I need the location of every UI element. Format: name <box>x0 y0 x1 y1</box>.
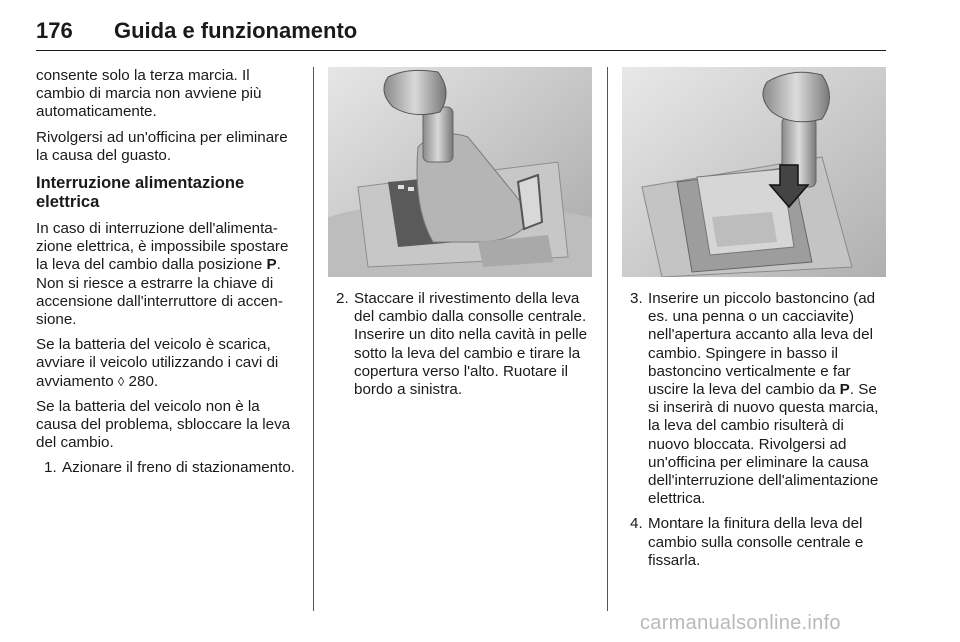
list-item-step-2: 2. Staccare il rivestimento della leva del cambio dalla consolle centrale. Inserire un dito nella cavità in pelle sotto la leva del cambio e tirare la copertura verso l'alto. Ruotare il bordo a sinistra. <box>336 290 588 399</box>
list-item-step-4: 4. Montare la finitura della leva del cambio sulla consolle centrale e fissarla. <box>630 515 864 569</box>
paragraph-workshop: Rivolgersi ad un'officina per eliminare la causa del guasto. <box>36 128 288 164</box>
page-header <box>36 18 886 54</box>
column-divider-2 <box>607 67 608 611</box>
watermark: carmanualsonline.info <box>640 612 841 634</box>
column-right <box>622 290 886 577</box>
column-middle <box>328 290 592 406</box>
page-reference-arrow-icon: ◊ <box>117 373 125 389</box>
column-divider-1 <box>313 67 314 611</box>
list-item-step-1: 1. Azionare il freno di stazionamento. <box>44 459 296 477</box>
section-heading: Interruzione alimentazione elettrica <box>36 174 245 212</box>
header-divider <box>36 50 886 51</box>
paragraph-continued: consente solo la terza marcia. Il cambio di marcia non avviene più automaticamente. <box>36 67 262 121</box>
paragraph-unlock: Se la batteria del veicolo non è la causa del problema, sbloccare la leva del cambio. <box>36 397 291 452</box>
page-number: 176 <box>36 18 73 43</box>
illustration-release-opening <box>622 67 886 277</box>
column-left <box>36 67 300 485</box>
paragraph-battery: Se la batteria del veicolo è scarica, avviare il veicolo utilizzando i cavi di avviamento ◊ 280. <box>36 336 279 390</box>
illustration-gear-lever-cover <box>328 67 592 277</box>
paragraph-power-loss: In caso di interruzione dell'alimentazione elettrica, è impossibile spostare la leva del cambio dalla posizione P. Non si riesce a estrarre la chiave di accensione dall'interruttore di accensione. <box>36 220 289 329</box>
list-item-step-3: 3. Inserire un piccolo bastoncino (ad es. una penna o un cacciavite) nell'apertura accanto alla leva del cambio. Spingere in basso il bastoncino verticalmente e far uscire la leva del cambio da P. Se si inserirà di nuovo questa marcia, la leva del cambio risulterà di nuovo bloccata. Rivolgersi ad un'officina per eliminare la causa dell'interruzione dell'alimentazione elettrica. <box>630 290 879 508</box>
chapter-title: Guida e funzionamento <box>114 18 358 43</box>
